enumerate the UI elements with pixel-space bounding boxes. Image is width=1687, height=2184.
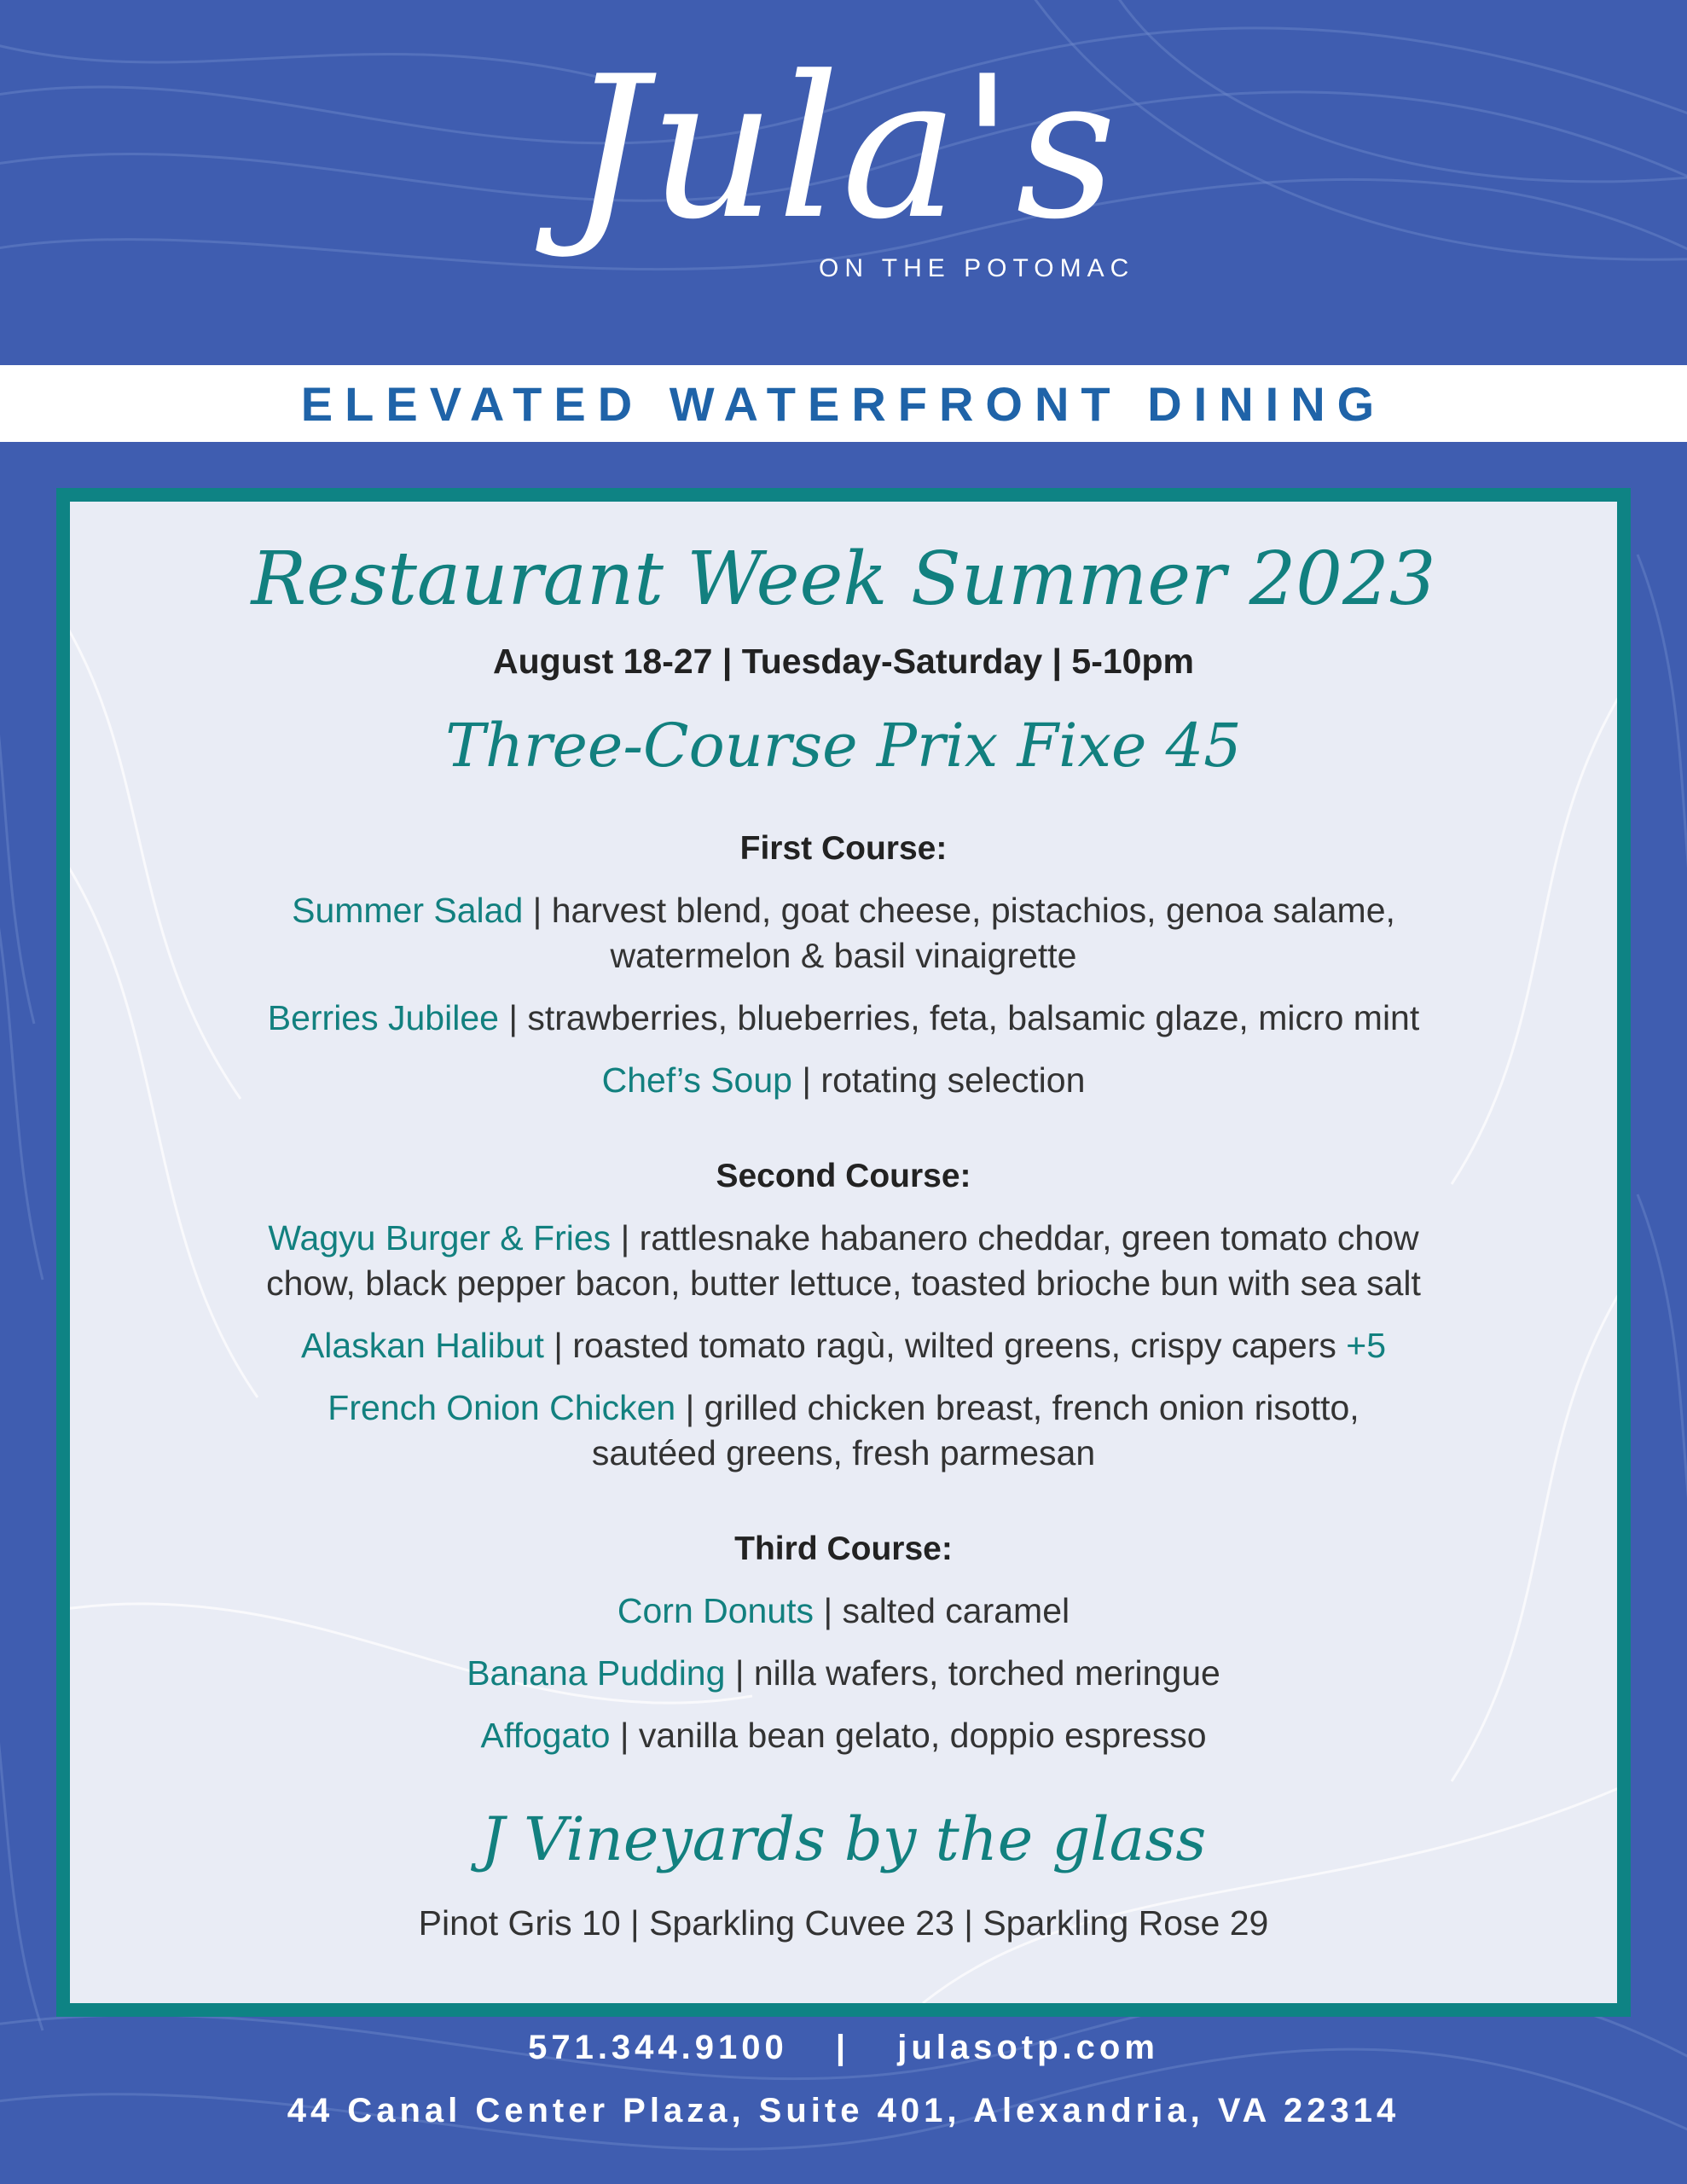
dish-name: Berries Jubilee [267,998,499,1037]
first-course-heading: First Course: [739,830,948,867]
menu-item-berries-jubilee: Berries Jubilee | strawberries, blueberries, feta, balsamic glaze, micro mint [267,998,1420,1037]
prix-fixe-title: Three-Course Prix Fixe 45 [445,711,1242,781]
dish-name: Wagyu Burger & Fries [268,1218,612,1258]
second-course-heading: Second Course: [716,1158,971,1194]
dish-name: Banana Pudding [467,1653,726,1693]
wine-title: J Vineyards by the glass [480,1804,1207,1874]
dish-name: Summer Salad [292,891,524,930]
dish-description-line2: watermelon & basil vinaigrette [610,936,1077,975]
logo-subtitle: ON THE POTOMAC [819,254,1135,282]
dish-name: Alaskan Halibut [300,1326,544,1365]
tagline: ELEVATED WATERFRONT DINING [300,376,1387,431]
footer-divider: | [835,2029,850,2066]
dish-description: strawberries, blueberries, feta, balsamic glaze, micro mint [527,998,1420,1037]
dish-description: rotating selection [820,1060,1086,1100]
menu-title: Restaurant Week Summer 2023 [251,537,1436,622]
wine-list: Pinot Gris 10 | Sparkling Cuvee 23 | Sparkling Rose 29 [418,1903,1269,1943]
dish-description: grilled chicken breast, french onion risotto, [704,1388,1359,1427]
footer-contact [0,2029,1687,2067]
phone-number[interactable]: 571.344.9100 [528,2029,788,2066]
dish-description: rattlesnake habanero cheddar, green tomato chow [639,1218,1419,1258]
dish-name: Corn Donuts [617,1591,815,1630]
dish-name: Chef’s Soup [601,1060,792,1100]
dish-description: harvest blend, goat cheese, pistachios, genoa salame, [551,891,1395,930]
tagline-band [0,365,1687,442]
menu-content [70,537,1617,1943]
website-link[interactable]: julasotp.com [897,2029,1159,2066]
menu-card [56,488,1631,2017]
dish-description: nilla wafers, torched meringue [753,1653,1220,1693]
dish-name: French Onion Chicken [328,1388,676,1427]
third-course-heading: Third Course: [734,1531,953,1567]
menu-item-affogato: Affogato | vanilla bean gelato, doppio espresso [480,1716,1207,1755]
menu-item-wagyu-burger: Wagyu Burger & Fries | rattlesnake habanero cheddar, green tomato chow chow, black pepper bacon, butter lettuce, toasted brioche bun with sea salt [266,1218,1421,1303]
logo [0,34,1687,350]
menu-item-banana-pudding: Banana Pudding | nilla wafers, torched meringue [467,1653,1220,1693]
menu-item-summer-salad: Summer Salad | harvest blend, goat cheese, pistachios, genoa salame, watermelon & basil vinaigrette [292,891,1395,975]
menu-item-chefs-soup: Chef’s Soup | rotating selection [601,1060,1086,1100]
dish-description-line2: chow, black pepper bacon, butter lettuce, toasted brioche bun with sea salt [266,1263,1421,1303]
menu-item-alaskan-halibut: Alaskan Halibut | roasted tomato ragù, wilted greens, crispy capers +5 [300,1326,1387,1365]
dish-description-line2: sautéed greens, fresh parmesan [591,1433,1096,1472]
menu-card-inner [70,502,1617,2003]
menu-dates: August 18-27 | Tuesday-Saturday | 5-10pm [493,642,1194,681]
dish-description: roasted tomato ragù, wilted greens, crispy capers [572,1326,1336,1365]
upcharge: +5 [1346,1326,1387,1365]
dish-description: salted caramel [842,1591,1070,1630]
menu-item-corn-donuts: Corn Donuts | salted caramel [617,1591,1070,1630]
dish-description: vanilla bean gelato, doppio espresso [638,1716,1207,1755]
menu-item-french-onion-chicken: French Onion Chicken | grilled chicken breast, french onion risotto, sautéed greens, fresh parmesan [328,1388,1359,1472]
dish-name: Affogato [480,1716,611,1755]
logo-script: Jula's [568,35,1119,263]
footer-address: 44 Canal Center Plaza, Suite 401, Alexandria, VA 22314 [287,2092,1400,2129]
